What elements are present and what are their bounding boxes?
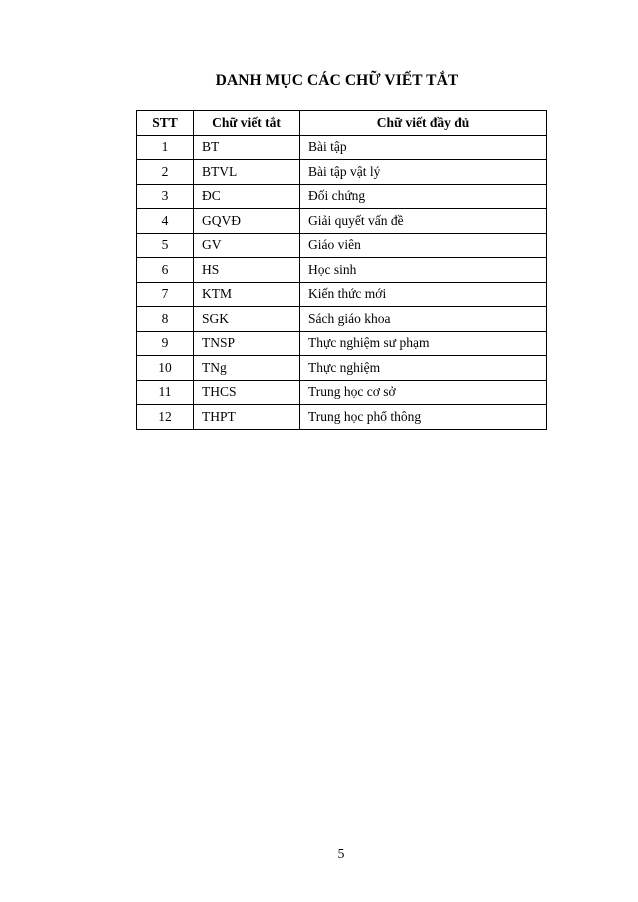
table-row: [137, 380, 547, 405]
row-full-form: Trung học cơ sở: [300, 380, 547, 405]
row-stt: 7: [137, 282, 194, 307]
row-stt: 9: [137, 331, 194, 356]
row-stt: 3: [137, 184, 194, 209]
table-header-row: [137, 111, 547, 136]
row-stt: 4: [137, 209, 194, 234]
row-full-form: Bài tập vật lý: [300, 160, 547, 185]
row-stt: 8: [137, 307, 194, 332]
table-row: [137, 405, 547, 430]
table-row: [137, 356, 547, 381]
header-abbreviation: Chữ viết tắt: [194, 111, 300, 136]
row-full-form: Bài tập: [300, 135, 547, 160]
row-stt: 11: [137, 380, 194, 405]
table-row: [137, 282, 547, 307]
row-full-form: Trung học phổ thông: [300, 405, 547, 430]
table-row: [137, 209, 547, 234]
table-row: [137, 331, 547, 356]
row-full-form: Kiến thức mới: [300, 282, 547, 307]
row-abbreviation: GQVĐ: [194, 209, 300, 234]
page-number: 5: [337, 846, 345, 861]
table-row: [137, 160, 547, 185]
table-row: [137, 258, 547, 283]
row-abbreviation: HS: [194, 258, 300, 283]
header-stt: STT: [137, 111, 194, 136]
row-abbreviation: TNSP: [194, 331, 300, 356]
row-abbreviation: KTM: [194, 282, 300, 307]
row-abbreviation: THPT: [194, 405, 300, 430]
row-abbreviation: THCS: [194, 380, 300, 405]
table-row: [137, 135, 547, 160]
page-title: DANH MỤC CÁC CHỮ VIẾT TẮT: [215, 72, 459, 89]
row-abbreviation: GV: [194, 233, 300, 258]
row-abbreviation: BT: [194, 135, 300, 160]
row-stt: 5: [137, 233, 194, 258]
row-abbreviation: SGK: [194, 307, 300, 332]
row-full-form: Giải quyết vấn đề: [300, 209, 547, 234]
row-stt: 12: [137, 405, 194, 430]
row-full-form: Đối chứng: [300, 184, 547, 209]
row-full-form: Giáo viên: [300, 233, 547, 258]
row-full-form: Học sinh: [300, 258, 547, 283]
row-abbreviation: TNg: [194, 356, 300, 381]
row-abbreviation: ĐC: [194, 184, 300, 209]
abbreviation-table: [136, 110, 547, 430]
row-full-form: Thực nghiệm: [300, 356, 547, 381]
table-row: [137, 307, 547, 332]
row-stt: 2: [137, 160, 194, 185]
row-stt: 10: [137, 356, 194, 381]
row-abbreviation: BTVL: [194, 160, 300, 185]
header-full-form: Chữ viết đầy đủ: [300, 111, 547, 136]
table-row: [137, 233, 547, 258]
row-stt: 6: [137, 258, 194, 283]
row-stt: 1: [137, 135, 194, 160]
row-full-form: Sách giáo khoa: [300, 307, 547, 332]
table-row: [137, 184, 547, 209]
row-full-form: Thực nghiệm sư phạm: [300, 331, 547, 356]
